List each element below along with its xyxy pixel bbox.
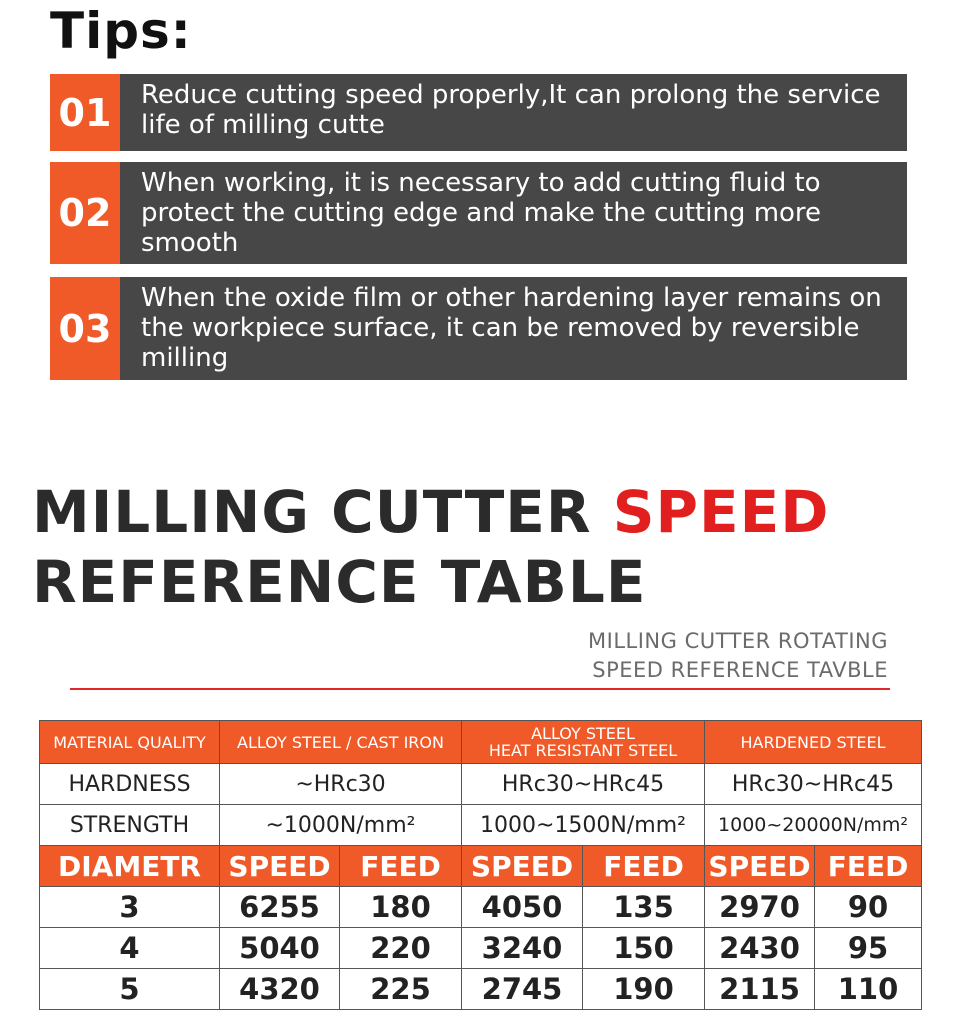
- col-speed: SPEED: [220, 846, 340, 887]
- col-feed: FEED: [340, 846, 462, 887]
- heading-line2: REFERENCE TABLE: [32, 548, 647, 616]
- table-row: [40, 887, 922, 928]
- cell-diameter: 4: [40, 928, 220, 969]
- subheading: [588, 627, 888, 685]
- cell-feed: 220: [340, 928, 462, 969]
- table-row: [40, 928, 922, 969]
- table-header-row: [40, 721, 922, 764]
- tip-number: 03: [50, 277, 120, 380]
- cell-feed: 110: [815, 969, 922, 1010]
- cell-feed: 180: [340, 887, 462, 928]
- tip-text: When the oxide film or other hardening layer remains on the workpiece surface, it can be removed by reversible milling: [120, 277, 907, 380]
- strength-label: STRENGTH: [40, 805, 220, 846]
- col-feed: FEED: [583, 846, 705, 887]
- cell-speed: 2115: [705, 969, 815, 1010]
- cell-diameter: 5: [40, 969, 220, 1010]
- red-divider: [70, 688, 890, 690]
- hardness-value: HRc30~HRc45: [705, 764, 922, 805]
- tip-item: [50, 277, 907, 380]
- speed-reference-table: [39, 720, 922, 1010]
- hardness-row: [40, 764, 922, 805]
- strength-row: [40, 805, 922, 846]
- hardness-value: ~HRc30: [220, 764, 462, 805]
- hardness-label: HARDNESS: [40, 764, 220, 805]
- tip-item: [50, 162, 907, 264]
- strength-value: 1000~1500N/mm²: [462, 805, 705, 846]
- header-hardened: HARDENED STEEL: [705, 721, 922, 764]
- col-speed: SPEED: [462, 846, 583, 887]
- cell-feed: 135: [583, 887, 705, 928]
- cell-speed: 6255: [220, 887, 340, 928]
- cell-speed: 4050: [462, 887, 583, 928]
- heading-red-text: SPEED: [612, 478, 830, 546]
- cell-feed: 95: [815, 928, 922, 969]
- tip-number: 01: [50, 74, 120, 151]
- strength-value: 1000~20000N/mm²: [705, 805, 922, 846]
- cell-speed: 2970: [705, 887, 815, 928]
- cell-feed: 150: [583, 928, 705, 969]
- col-diameter: DIAMETR: [40, 846, 220, 887]
- header-alloy-line2: HEAT RESISTANT STEEL: [488, 741, 678, 760]
- cell-feed: 190: [583, 969, 705, 1010]
- col-speed: SPEED: [705, 846, 815, 887]
- cell-feed: 90: [815, 887, 922, 928]
- cell-speed: 2745: [462, 969, 583, 1010]
- cell-speed: 5040: [220, 928, 340, 969]
- header-alloy-line1: ALLOY STEEL: [531, 724, 635, 743]
- subheading-line2: SPEED REFERENCE TAVBLE: [592, 658, 888, 682]
- cell-speed: 2430: [705, 928, 815, 969]
- table-row: [40, 969, 922, 1010]
- tip-text: When working, it is necessary to add cutting fluid to protect the cutting edge and make the cutting more smooth: [120, 162, 907, 264]
- cell-speed: 4320: [220, 969, 340, 1010]
- header-alloy-heat: [462, 721, 705, 764]
- page-heading: [32, 477, 829, 617]
- header-alloy-cast: ALLOY STEEL / CAST IRON: [220, 721, 462, 764]
- tip-text: Reduce cutting speed properly,It can prolong the service life of milling cutte: [120, 74, 907, 151]
- hardness-value: HRc30~HRc45: [462, 764, 705, 805]
- strength-value: ~1000N/mm²: [220, 805, 462, 846]
- header-material: MATERIAL QUALITY: [40, 721, 220, 764]
- cell-feed: 225: [340, 969, 462, 1010]
- tip-number: 02: [50, 162, 120, 264]
- col-feed: FEED: [815, 846, 922, 887]
- tips-title: Tips:: [50, 2, 192, 60]
- cell-speed: 3240: [462, 928, 583, 969]
- subheading-line1: MILLING CUTTER ROTATING: [588, 629, 888, 653]
- tip-item: [50, 74, 907, 151]
- heading-dark-text: MILLING CUTTER: [32, 478, 592, 546]
- cell-diameter: 3: [40, 887, 220, 928]
- column-header-row: [40, 846, 922, 887]
